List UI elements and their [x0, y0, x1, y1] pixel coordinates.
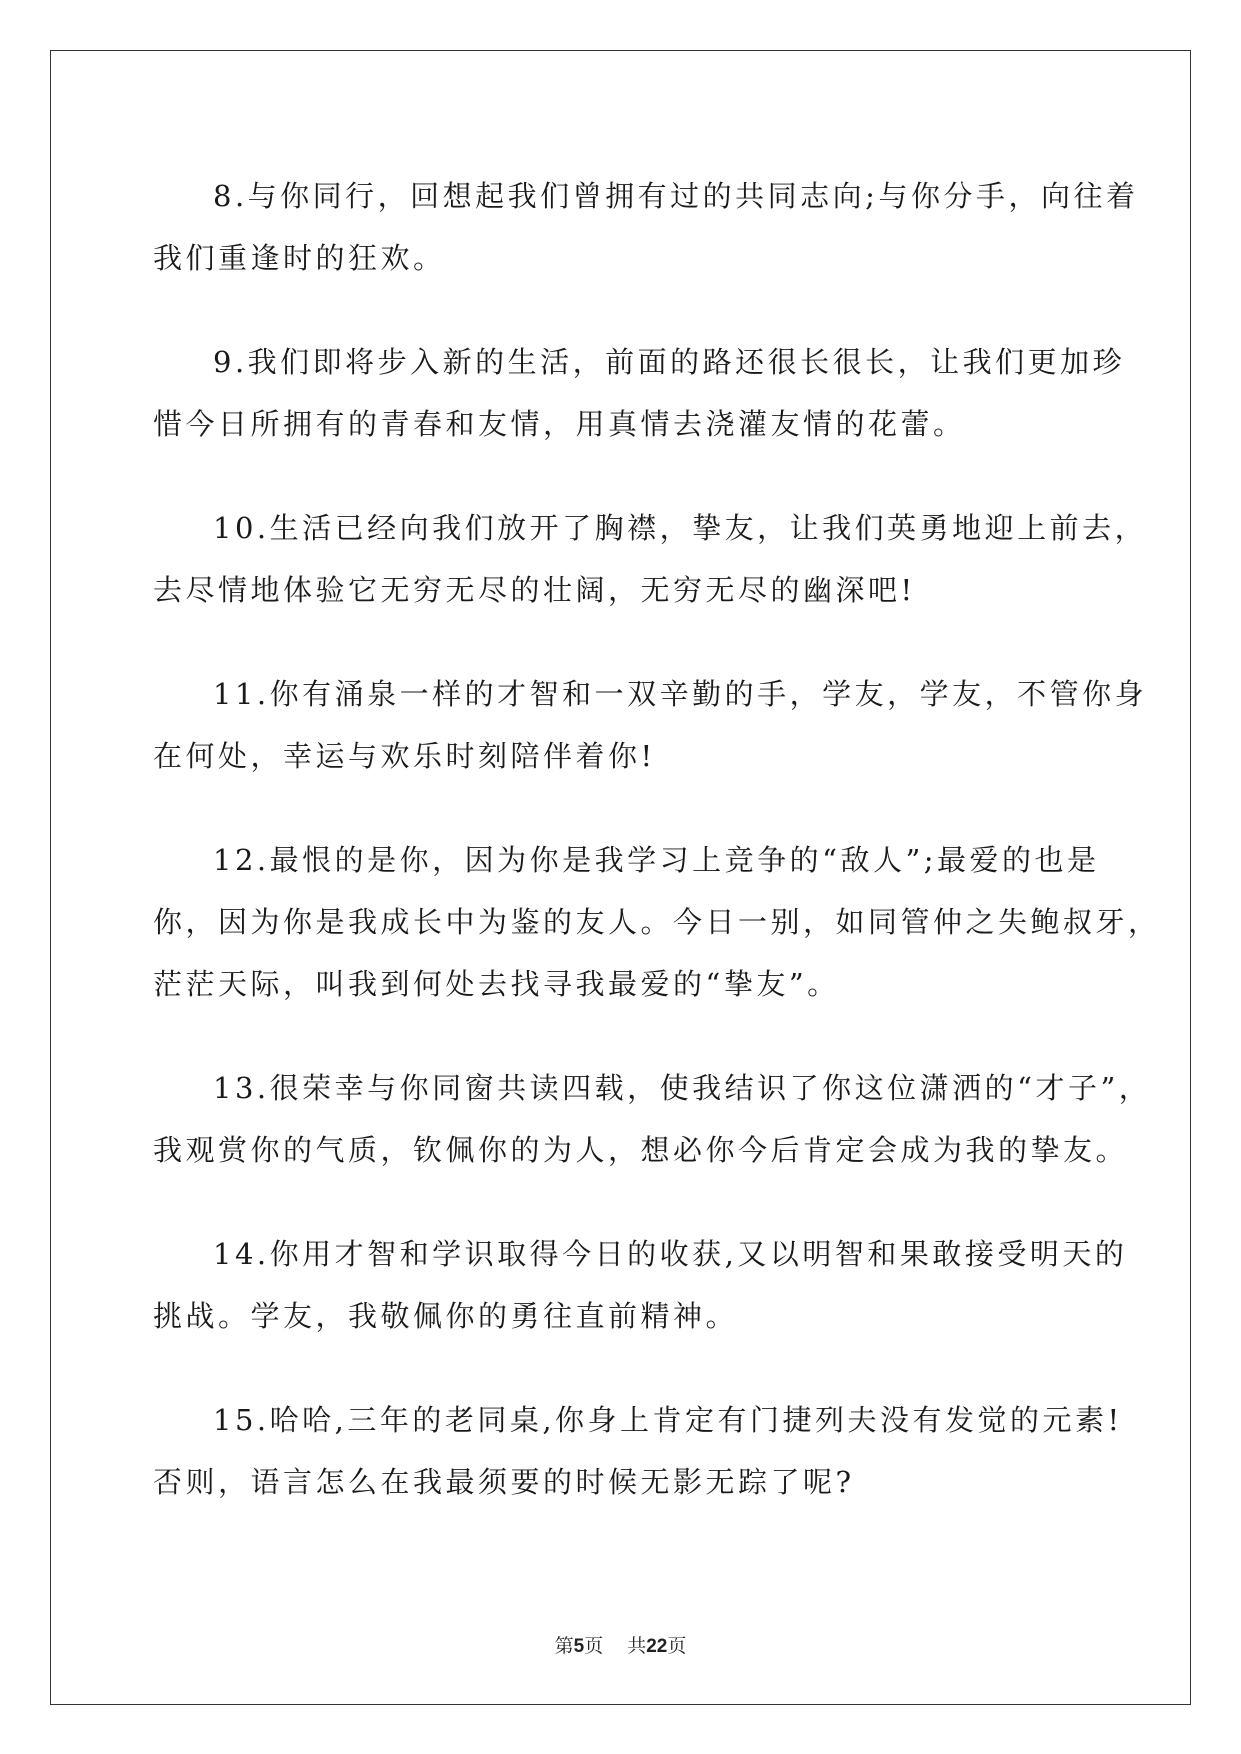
paragraph-15: [153, 1389, 1123, 1513]
paragraph-12: [153, 829, 1161, 1015]
paragraph-10: [153, 497, 1148, 621]
text-line: 你，因为你是我成长中为鉴的友人。今日一别，如同管仲之失鲍叔牙，: [153, 905, 1161, 939]
text-line: 13.很荣幸与你同窗共读四载，使我结识了你这位潇洒的“才子”，: [213, 1071, 1152, 1105]
paragraph-9: [153, 331, 1126, 455]
text-line: 惜今日所拥有的青春和友情，用真情去浇灌友情的花蕾。: [153, 407, 966, 441]
text-line: 挑战。学友，我敬佩你的勇往直前精神。: [153, 1299, 739, 1333]
text-line: 14.你用才智和学识取得今日的收获,又以明智和果敢接受明天的: [213, 1237, 1128, 1271]
text-line: 10.生活已经向我们放开了胸襟，挚友，让我们英勇地迎上前去，: [213, 511, 1148, 545]
page-number: 5: [573, 1636, 585, 1657]
document-body: [153, 165, 1161, 1513]
text-line: 11.你有涌泉一样的才智和一双辛勤的手，学友，学友，不管你身: [213, 677, 1148, 711]
text-line: 9.我们即将步入新的生活，前面的路还很长很长，让我们更加珍: [213, 345, 1126, 379]
text-line: 15.哈哈,三年的老同桌,你身上肯定有门捷列夫没有发觉的元素!: [213, 1403, 1123, 1437]
text-line: 在何处，幸运与欢乐时刻陪伴着你!: [153, 739, 656, 773]
page-footer: [0, 1631, 1241, 1658]
text-line: 我们重逢时的狂欢。: [153, 241, 446, 275]
text-line: 8.与你同行，回想起我们曾拥有过的共同志向;与你分手，向往着: [213, 179, 1139, 213]
text-line: 否则，语言怎么在我最须要的时候无影无踪了呢?: [153, 1465, 855, 1499]
total-suffix: 页: [667, 1635, 687, 1657]
paragraph-8: [153, 165, 1139, 289]
paragraph-14: [153, 1223, 1128, 1347]
text-line: 12.最恨的是你，因为你是我学习上竞争的“敌人”;最爱的也是: [213, 843, 1100, 877]
text-line: 去尽情地体验它无穷无尽的壮阔，无穷无尽的幽深吧!: [153, 573, 916, 607]
page-suffix: 页: [584, 1635, 604, 1657]
page-prefix: 第: [554, 1635, 574, 1657]
paragraph-13: [153, 1057, 1152, 1181]
total-pages: 22: [646, 1636, 668, 1657]
paragraph-11: [153, 663, 1148, 787]
total-prefix: 共: [627, 1635, 647, 1657]
text-line: 茫茫天际，叫我到何处去找寻我最爱的“挚友”。: [153, 967, 840, 1001]
text-line: 我观赏你的气质，钦佩你的为人，想必你今后肯定会成为我的挚友。: [153, 1133, 1129, 1167]
